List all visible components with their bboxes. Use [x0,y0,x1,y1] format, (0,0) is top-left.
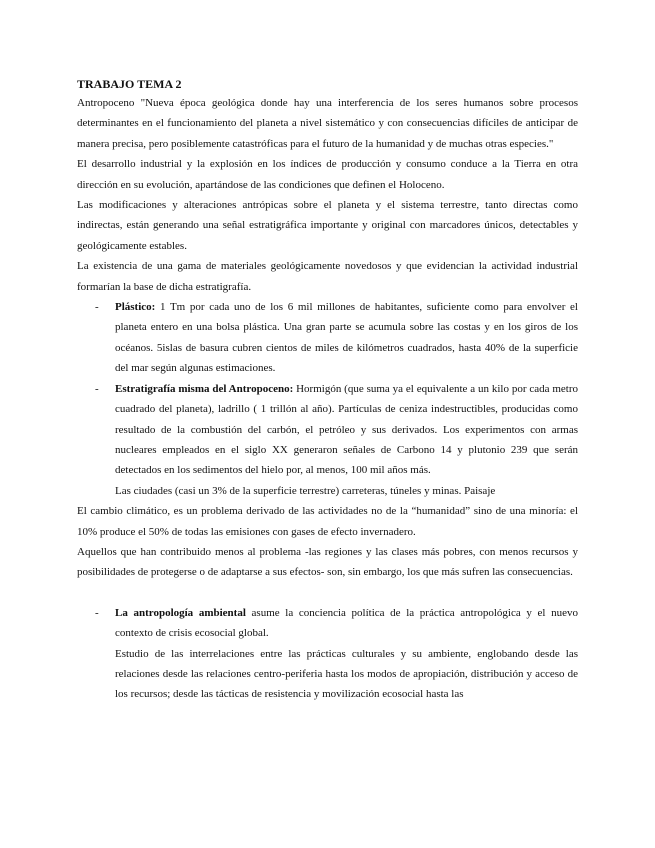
list-item-plastico [77,297,578,379]
paragraph-materiales: La existencia de una gama de materiales geológicamente novedosos y que evidencian la actividad industrial formarían la base de dicha estratigrafía. [77,260,578,293]
list-item-continuation: Las ciudades (casi un 3% de la superficie terrestre) carreteras, túneles y minas. Paisaje [115,484,496,497]
paragraph-modificaciones: Las modificaciones y alteraciones antrópicas sobre el planeta y el sistema terrestre, tanto directas como indirectas, están generando una señal estratigráfica importante y original con marcadores únicos, detectables y geológicamente estables. [77,199,578,252]
list-dash: - [95,606,99,619]
list-item-heading: Estratigrafía misma del Antropoceno: [115,382,294,395]
list-item-heading: La antropología ambiental [115,606,246,619]
blank-line [77,583,578,603]
list-item-antropologia-ambiental [77,603,578,644]
paragraph-antropoceno: Antropoceno "Nueva época geológica donde hay una interferencia de los seres humanos sobre procesos determinantes en el funcionamiento del planeta a nivel sistemático y con consecuencias difíciles de anticipar de manera precisa, pero posiblemente catastróficas para el futuro de la humanidad y de muchas otras especies." [77,97,578,150]
paragraph-consecuencias: Aquellos que han contribuido menos al problema -las regiones y las clases más pobres, con menos recursos y posibilidades de protegerse o de adaptarse a sus efectos- son, sin embargo, los que más sufren las consecuencias. [77,545,578,579]
document-page [77,76,578,705]
list-item-text: 1 Tm por cada uno de los 6 mil millones de habitantes, suficiente como para envolver el planeta entero en una bolsa plástica. Una gran parte se acumula sobre las costas y en los giros de los océanos. 5islas de basura cubren cientos de miles de kilómetros cuadrados, hasta 40% de la superficie del mar según algunas estimaciones. [115,301,578,375]
paragraph-cambio-climatico: El cambio climático, es un problema derivado de las actividades no de la “humanidad” sino de una minoría: el 10% produce el 50% de todas las emisiones con gases de efecto invernadero. [77,505,578,538]
paragraph-desarrollo: El desarrollo industrial y la explosión en los índices de producción y consumo conduce a la Tierra en otra dirección en su evolución, apartándose de las condiciones que definen el Holoceno. [77,158,578,191]
list-item-continuation: Estudio de las interrelaciones entre las prácticas culturales y su ambiente, englobando desde las relaciones desde las relaciones centro-periferia hasta los modos de apropiación, distribución y acceso de los recursos; desde las tácticas de resistencia y movilización ecosocial hasta las [115,647,578,701]
list-item-estratigrafia [77,379,578,481]
document-title: TRABAJO TEMA 2 [77,77,182,91]
list-item-text: asume la conciencia política de la práctica antropológica y el nuevo contexto de crisis ecosocial global. [115,606,578,640]
list-dash: - [95,301,99,314]
list-item-heading: Plástico: [115,301,156,314]
list-item-text: Hormigón (que suma ya el equivalente a un kilo por cada metro cuadrado del planeta), ladrillo ( 1 trillón al año). Partículas de ceniza indestructibles, producidas como resultado de la combustión del carbón, el petróleo y sus derivados. Los experimentos con armas nucleares empleados en el siglo XX generaron señales de Carbono 14 y plutonio 239 que serán detectados en los sedimentos del hielo por, al menos, 100 mil años más. [115,382,579,477]
list-dash: - [95,382,99,395]
